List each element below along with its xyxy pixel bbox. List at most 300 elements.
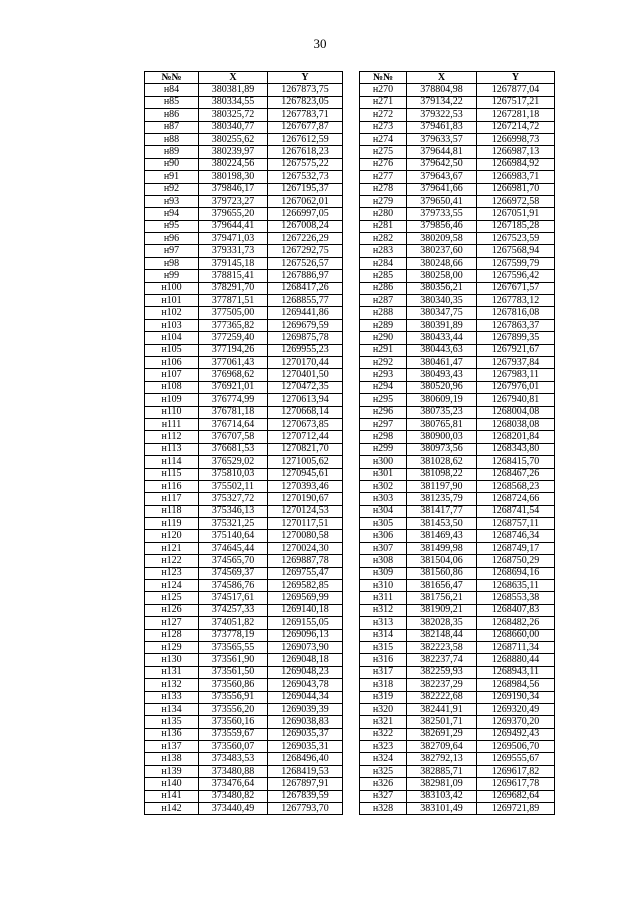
y-coordinate-cell: 1268419,53 — [268, 765, 343, 777]
point-id-cell: н108 — [145, 381, 199, 393]
table-row — [145, 245, 343, 257]
table-row — [360, 741, 555, 753]
y-coordinate-cell: 1266983,71 — [477, 171, 555, 183]
x-coordinate-cell: 378291,70 — [199, 282, 268, 294]
y-coordinate-cell: 1269140,18 — [268, 604, 343, 616]
y-coordinate-cell: 1268482,26 — [477, 617, 555, 629]
x-coordinate-cell: 381098,22 — [407, 468, 477, 480]
y-coordinate-cell: 1266984,92 — [477, 158, 555, 170]
x-coordinate-cell: 375502,11 — [199, 480, 268, 492]
point-id-cell: н315 — [360, 641, 407, 653]
y-coordinate-cell: 1267940,81 — [477, 394, 555, 406]
y-coordinate-cell: 1267526,57 — [268, 257, 343, 269]
y-coordinate-cell: 1267899,35 — [477, 332, 555, 344]
point-id-cell: н126 — [145, 604, 199, 616]
y-coordinate-cell: 1267937,84 — [477, 356, 555, 368]
y-coordinate-cell: 1268415,70 — [477, 456, 555, 468]
x-coordinate-cell: 375321,25 — [199, 518, 268, 530]
y-coordinate-cell: 1268496,40 — [268, 753, 343, 765]
y-coordinate-cell: 1268943,11 — [477, 666, 555, 678]
table-row — [360, 257, 555, 269]
x-coordinate-cell: 380765,81 — [407, 418, 477, 430]
y-coordinate-cell: 1270821,70 — [268, 443, 343, 455]
point-id-cell: н271 — [360, 96, 407, 108]
y-coordinate-cell: 1268635,11 — [477, 580, 555, 592]
point-id-cell: н138 — [145, 753, 199, 765]
x-coordinate-cell: 377061,43 — [199, 356, 268, 368]
coordinates-table-right — [359, 71, 555, 815]
x-coordinate-cell: 375327,72 — [199, 493, 268, 505]
x-coordinate-cell: 382237,74 — [407, 654, 477, 666]
y-coordinate-cell: 1268417,26 — [268, 282, 343, 294]
table-row — [360, 233, 555, 245]
table-row — [145, 629, 343, 641]
x-coordinate-cell: 380340,77 — [199, 121, 268, 133]
y-coordinate-cell: 1268407,83 — [477, 604, 555, 616]
x-coordinate-cell: 373556,20 — [199, 703, 268, 715]
x-coordinate-cell: 382223,58 — [407, 641, 477, 653]
table-row — [145, 716, 343, 728]
y-coordinate-cell: 1268855,77 — [268, 295, 343, 307]
point-id-cell: н132 — [145, 679, 199, 691]
y-coordinate-cell: 1268757,11 — [477, 518, 555, 530]
table-row — [360, 332, 555, 344]
x-coordinate-cell: 381656,47 — [407, 580, 477, 592]
table-row — [360, 604, 555, 616]
x-coordinate-cell: 377871,51 — [199, 295, 268, 307]
point-id-cell: н87 — [145, 121, 199, 133]
point-id-cell: н84 — [145, 84, 199, 96]
table-row — [360, 307, 555, 319]
x-coordinate-cell: 373483,53 — [199, 753, 268, 765]
y-coordinate-cell: 1267185,28 — [477, 220, 555, 232]
point-id-cell: н111 — [145, 418, 199, 430]
y-coordinate-cell: 1267816,08 — [477, 307, 555, 319]
point-id-cell: н88 — [145, 133, 199, 145]
point-id-cell: н285 — [360, 270, 407, 282]
x-coordinate-cell: 375810,03 — [199, 468, 268, 480]
table-row — [145, 654, 343, 666]
table-row — [145, 158, 343, 170]
x-coordinate-cell: 377505,00 — [199, 307, 268, 319]
y-coordinate-cell: 1268984,56 — [477, 679, 555, 691]
table-row — [145, 183, 343, 195]
point-id-cell: н328 — [360, 803, 407, 815]
table-row — [145, 641, 343, 653]
table-row — [360, 282, 555, 294]
table-row — [360, 567, 555, 579]
point-id-cell: н139 — [145, 765, 199, 777]
x-coordinate-cell: 378804,98 — [407, 84, 477, 96]
table-row — [360, 245, 555, 257]
y-coordinate-cell: 1269155,05 — [268, 617, 343, 629]
table-row — [145, 741, 343, 753]
point-id-cell: н316 — [360, 654, 407, 666]
x-coordinate-cell: 382028,35 — [407, 617, 477, 629]
table-row — [145, 133, 343, 145]
table-row — [360, 580, 555, 592]
x-coordinate-cell: 379322,53 — [407, 109, 477, 121]
point-id-cell: н292 — [360, 356, 407, 368]
y-coordinate-cell: 1271005,62 — [268, 456, 343, 468]
point-id-cell: н291 — [360, 344, 407, 356]
y-coordinate-cell: 1270124,53 — [268, 505, 343, 517]
y-coordinate-cell: 1269370,20 — [477, 716, 555, 728]
table-row — [145, 381, 343, 393]
x-coordinate-cell: 381909,21 — [407, 604, 477, 616]
y-coordinate-cell: 1269955,23 — [268, 344, 343, 356]
table-row — [360, 617, 555, 629]
header-y: Y — [477, 72, 555, 84]
table-row — [145, 518, 343, 530]
y-coordinate-cell: 1267618,23 — [268, 146, 343, 158]
y-coordinate-cell: 1267671,57 — [477, 282, 555, 294]
x-coordinate-cell: 379650,41 — [407, 195, 477, 207]
x-coordinate-cell: 380391,89 — [407, 319, 477, 331]
point-id-cell: н86 — [145, 109, 199, 121]
table-row — [360, 679, 555, 691]
point-id-cell: н94 — [145, 208, 199, 220]
x-coordinate-cell: 378815,41 — [199, 270, 268, 282]
table-row — [145, 728, 343, 740]
y-coordinate-cell: 1266987,13 — [477, 146, 555, 158]
y-coordinate-cell: 1269682,64 — [477, 790, 555, 802]
x-coordinate-cell: 379733,55 — [407, 208, 477, 220]
x-coordinate-cell: 373565,55 — [199, 641, 268, 653]
point-id-cell: н135 — [145, 716, 199, 728]
x-coordinate-cell: 379134,22 — [407, 96, 477, 108]
y-coordinate-cell: 1267877,04 — [477, 84, 555, 96]
y-coordinate-cell: 1267886,97 — [268, 270, 343, 282]
point-id-cell: н273 — [360, 121, 407, 133]
point-id-cell: н100 — [145, 282, 199, 294]
y-coordinate-cell: 1269096,13 — [268, 629, 343, 641]
x-coordinate-cell: 380443,63 — [407, 344, 477, 356]
table-row — [360, 468, 555, 480]
point-id-cell: н282 — [360, 233, 407, 245]
x-coordinate-cell: 374586,76 — [199, 580, 268, 592]
y-coordinate-cell: 1269617,82 — [477, 765, 555, 777]
y-coordinate-cell: 1269875,78 — [268, 332, 343, 344]
table-row — [360, 654, 555, 666]
table-row — [360, 208, 555, 220]
x-coordinate-cell: 382222,68 — [407, 691, 477, 703]
point-id-cell: н303 — [360, 493, 407, 505]
table-row — [360, 406, 555, 418]
table-row — [145, 319, 343, 331]
coordinates-table-left — [144, 71, 343, 815]
point-id-cell: н104 — [145, 332, 199, 344]
table-row — [145, 307, 343, 319]
x-coordinate-cell: 380347,75 — [407, 307, 477, 319]
x-coordinate-cell: 382237,29 — [407, 679, 477, 691]
y-coordinate-cell: 1269035,31 — [268, 741, 343, 753]
point-id-cell: н277 — [360, 171, 407, 183]
point-id-cell: н287 — [360, 295, 407, 307]
x-coordinate-cell: 373476,64 — [199, 778, 268, 790]
x-coordinate-cell: 382885,71 — [407, 765, 477, 777]
point-id-cell: н310 — [360, 580, 407, 592]
point-id-cell: н300 — [360, 456, 407, 468]
table-row — [145, 406, 343, 418]
y-coordinate-cell: 1267783,71 — [268, 109, 343, 121]
x-coordinate-cell: 379331,73 — [199, 245, 268, 257]
table-row — [360, 530, 555, 542]
point-id-cell: н270 — [360, 84, 407, 96]
table-row — [145, 146, 343, 158]
table-row — [360, 443, 555, 455]
y-coordinate-cell: 1270712,44 — [268, 431, 343, 443]
x-coordinate-cell: 374517,61 — [199, 592, 268, 604]
y-coordinate-cell: 1268880,44 — [477, 654, 555, 666]
table-row — [360, 790, 555, 802]
point-id-cell: н280 — [360, 208, 407, 220]
y-coordinate-cell: 1269044,34 — [268, 691, 343, 703]
y-coordinate-cell: 1267008,24 — [268, 220, 343, 232]
y-coordinate-cell: 1267897,91 — [268, 778, 343, 790]
table-row — [360, 394, 555, 406]
x-coordinate-cell: 377365,82 — [199, 319, 268, 331]
x-coordinate-cell: 382501,71 — [407, 716, 477, 728]
table-row — [145, 369, 343, 381]
point-id-cell: н272 — [360, 109, 407, 121]
table-row — [360, 96, 555, 108]
table-row — [145, 765, 343, 777]
point-id-cell: н299 — [360, 443, 407, 455]
y-coordinate-cell: 1267863,37 — [477, 319, 555, 331]
x-coordinate-cell: 374569,37 — [199, 567, 268, 579]
point-id-cell: н304 — [360, 505, 407, 517]
table-row — [360, 270, 555, 282]
y-coordinate-cell: 1267568,94 — [477, 245, 555, 257]
table-row — [360, 344, 555, 356]
point-id-cell: н289 — [360, 319, 407, 331]
point-id-cell: н120 — [145, 530, 199, 542]
x-coordinate-cell: 380609,19 — [407, 394, 477, 406]
x-coordinate-cell: 373560,86 — [199, 679, 268, 691]
x-coordinate-cell: 376968,62 — [199, 369, 268, 381]
table-row — [145, 96, 343, 108]
point-id-cell: н122 — [145, 555, 199, 567]
point-id-cell: н324 — [360, 753, 407, 765]
point-id-cell: н283 — [360, 245, 407, 257]
x-coordinate-cell: 381499,98 — [407, 542, 477, 554]
table-row — [360, 295, 555, 307]
x-coordinate-cell: 381469,43 — [407, 530, 477, 542]
x-coordinate-cell: 374257,33 — [199, 604, 268, 616]
table-row — [145, 617, 343, 629]
x-coordinate-cell: 376714,64 — [199, 418, 268, 430]
table-row — [145, 270, 343, 282]
y-coordinate-cell: 1268724,66 — [477, 493, 555, 505]
table-row — [145, 679, 343, 691]
x-coordinate-cell: 380325,72 — [199, 109, 268, 121]
x-coordinate-cell: 379461,83 — [407, 121, 477, 133]
point-id-cell: н313 — [360, 617, 407, 629]
x-coordinate-cell: 373560,16 — [199, 716, 268, 728]
point-id-cell: н141 — [145, 790, 199, 802]
table-row — [360, 518, 555, 530]
point-id-cell: н85 — [145, 96, 199, 108]
table-row — [145, 542, 343, 554]
table-row — [360, 369, 555, 381]
y-coordinate-cell: 1268553,38 — [477, 592, 555, 604]
x-coordinate-cell: 380198,30 — [199, 171, 268, 183]
x-coordinate-cell: 381417,77 — [407, 505, 477, 517]
table-row — [145, 418, 343, 430]
y-coordinate-cell: 1268467,26 — [477, 468, 555, 480]
table-row — [360, 716, 555, 728]
point-id-cell: н91 — [145, 171, 199, 183]
table-row — [360, 555, 555, 567]
table-row — [145, 691, 343, 703]
y-coordinate-cell: 1269617,78 — [477, 778, 555, 790]
y-coordinate-cell: 1268004,08 — [477, 406, 555, 418]
y-coordinate-cell: 1267839,59 — [268, 790, 343, 802]
table-row — [360, 493, 555, 505]
point-id-cell: н320 — [360, 703, 407, 715]
y-coordinate-cell: 1269048,23 — [268, 666, 343, 678]
table-row — [145, 530, 343, 542]
point-id-cell: н301 — [360, 468, 407, 480]
y-coordinate-cell: 1267599,79 — [477, 257, 555, 269]
x-coordinate-cell: 379145,18 — [199, 257, 268, 269]
y-coordinate-cell: 1268750,29 — [477, 555, 555, 567]
point-id-cell: н284 — [360, 257, 407, 269]
point-id-cell: н322 — [360, 728, 407, 740]
point-id-cell: н302 — [360, 480, 407, 492]
y-coordinate-cell: 1267612,59 — [268, 133, 343, 145]
point-id-cell: н102 — [145, 307, 199, 319]
y-coordinate-cell: 1267226,29 — [268, 233, 343, 245]
point-id-cell: н107 — [145, 369, 199, 381]
point-id-cell: н274 — [360, 133, 407, 145]
header-number: №№ — [360, 72, 407, 84]
y-coordinate-cell: 1269492,43 — [477, 728, 555, 740]
table-row — [145, 468, 343, 480]
table-row — [145, 295, 343, 307]
table-row — [145, 431, 343, 443]
y-coordinate-cell: 1270668,14 — [268, 406, 343, 418]
x-coordinate-cell: 380334,55 — [199, 96, 268, 108]
table-header-row — [360, 72, 555, 84]
point-id-cell: н125 — [145, 592, 199, 604]
y-coordinate-cell: 1269569,99 — [268, 592, 343, 604]
x-coordinate-cell: 382148,44 — [407, 629, 477, 641]
y-coordinate-cell: 1269555,67 — [477, 753, 555, 765]
table-row — [360, 666, 555, 678]
point-id-cell: н279 — [360, 195, 407, 207]
point-id-cell: н288 — [360, 307, 407, 319]
y-coordinate-cell: 1267793,70 — [268, 803, 343, 815]
y-coordinate-cell: 1270024,30 — [268, 542, 343, 554]
x-coordinate-cell: 380900,03 — [407, 431, 477, 443]
table-row — [145, 171, 343, 183]
point-id-cell: н116 — [145, 480, 199, 492]
table-row — [145, 257, 343, 269]
point-id-cell: н323 — [360, 741, 407, 753]
point-id-cell: н128 — [145, 629, 199, 641]
y-coordinate-cell: 1267214,72 — [477, 121, 555, 133]
y-coordinate-cell: 1270190,67 — [268, 493, 343, 505]
x-coordinate-cell: 381235,79 — [407, 493, 477, 505]
x-coordinate-cell: 380735,23 — [407, 406, 477, 418]
x-coordinate-cell: 380239,97 — [199, 146, 268, 158]
table-row — [145, 456, 343, 468]
y-coordinate-cell: 1266997,05 — [268, 208, 343, 220]
y-coordinate-cell: 1268568,23 — [477, 480, 555, 492]
table-row — [145, 790, 343, 802]
point-id-cell: н131 — [145, 666, 199, 678]
y-coordinate-cell: 1267677,87 — [268, 121, 343, 133]
table-row — [360, 765, 555, 777]
table-row — [360, 319, 555, 331]
y-coordinate-cell: 1269038,83 — [268, 716, 343, 728]
table-row — [145, 332, 343, 344]
y-coordinate-cell: 1267921,67 — [477, 344, 555, 356]
point-id-cell: н306 — [360, 530, 407, 542]
table-row — [145, 195, 343, 207]
table-row — [360, 183, 555, 195]
x-coordinate-cell: 379642,50 — [407, 158, 477, 170]
point-id-cell: н136 — [145, 728, 199, 740]
point-id-cell: н123 — [145, 567, 199, 579]
x-coordinate-cell: 374051,82 — [199, 617, 268, 629]
y-coordinate-cell: 1266981,70 — [477, 183, 555, 195]
point-id-cell: н311 — [360, 592, 407, 604]
table-row — [145, 344, 343, 356]
table-row — [360, 146, 555, 158]
y-coordinate-cell: 1269320,49 — [477, 703, 555, 715]
point-id-cell: н97 — [145, 245, 199, 257]
point-id-cell: н96 — [145, 233, 199, 245]
x-coordinate-cell: 380248,66 — [407, 257, 477, 269]
y-coordinate-cell: 1268711,34 — [477, 641, 555, 653]
table-row — [145, 282, 343, 294]
y-coordinate-cell: 1268741,54 — [477, 505, 555, 517]
point-id-cell: н114 — [145, 456, 199, 468]
x-coordinate-cell: 379633,57 — [407, 133, 477, 145]
point-id-cell: н286 — [360, 282, 407, 294]
y-coordinate-cell: 1267983,11 — [477, 369, 555, 381]
x-coordinate-cell: 373440,49 — [199, 803, 268, 815]
point-id-cell: н101 — [145, 295, 199, 307]
point-id-cell: н121 — [145, 542, 199, 554]
table-row — [360, 158, 555, 170]
x-coordinate-cell: 373560,07 — [199, 741, 268, 753]
table-row — [360, 703, 555, 715]
point-id-cell: н106 — [145, 356, 199, 368]
table-row — [145, 666, 343, 678]
x-coordinate-cell: 380973,56 — [407, 443, 477, 455]
point-id-cell: н113 — [145, 443, 199, 455]
y-coordinate-cell: 1269073,90 — [268, 641, 343, 653]
table-row — [145, 580, 343, 592]
y-coordinate-cell: 1268660,00 — [477, 629, 555, 641]
y-coordinate-cell: 1267532,73 — [268, 171, 343, 183]
point-id-cell: н110 — [145, 406, 199, 418]
table-row — [360, 195, 555, 207]
point-id-cell: н317 — [360, 666, 407, 678]
x-coordinate-cell: 376921,01 — [199, 381, 268, 393]
y-coordinate-cell: 1269679,59 — [268, 319, 343, 331]
point-id-cell: н117 — [145, 493, 199, 505]
table-row — [145, 480, 343, 492]
y-coordinate-cell: 1267823,05 — [268, 96, 343, 108]
point-id-cell: н137 — [145, 741, 199, 753]
point-id-cell: н118 — [145, 505, 199, 517]
x-coordinate-cell: 373559,67 — [199, 728, 268, 740]
